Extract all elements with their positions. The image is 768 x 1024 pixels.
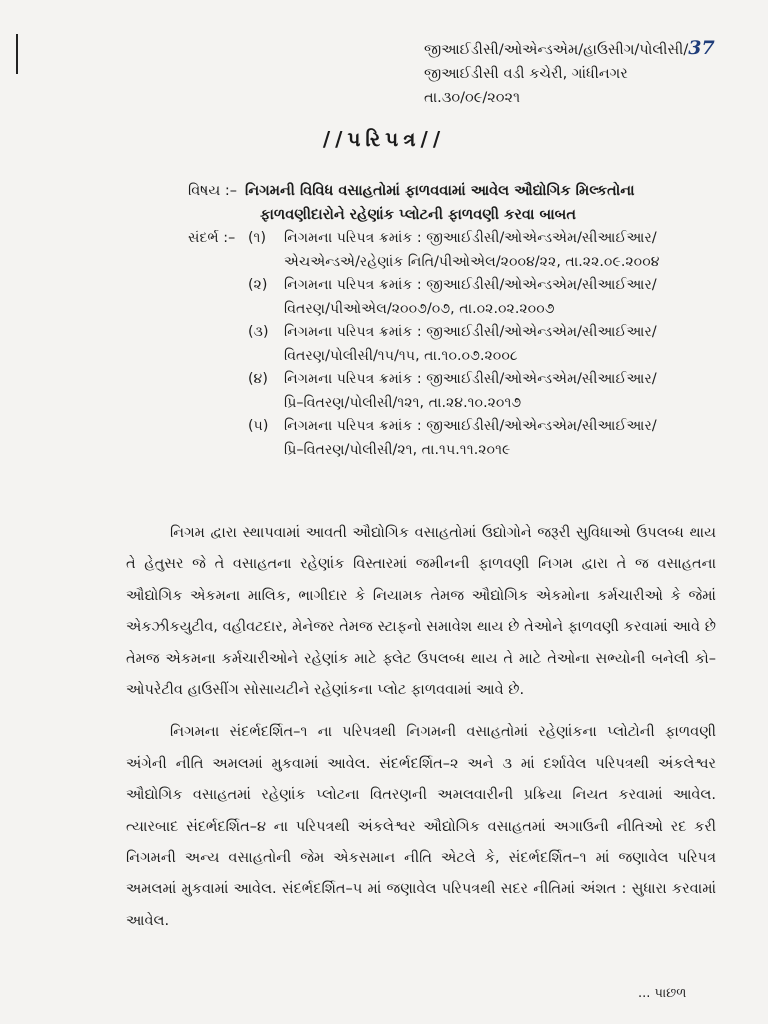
reference-line-2: પ્રિ–વિતરણ/પોલીસી/૧૨૧, તા.૨૪.૧૦.૨૦૧૭ xyxy=(284,394,522,411)
reference-prefix: જીઆઈડીસી/ઓએન્ડએમ/હાઉસીગ/પોલીસી/ xyxy=(424,42,689,58)
reference-item xyxy=(248,274,718,321)
subject-line-2: ફાળવણીદારોને રહેણાંક પ્લોટની ફાળવણી કરવા બાબત xyxy=(260,207,576,223)
reference-item xyxy=(248,368,718,415)
reference-item xyxy=(248,321,718,368)
references-block xyxy=(188,227,718,462)
subject-block xyxy=(188,179,728,227)
reference-line-1: નિગમના પરિપત્ર ક્રમાંક : જીઆઈડીસી/ઓએન્ડએમ/સીઆઈઆર/ xyxy=(284,371,657,387)
subject-line-1: નિગમની વિવિધ વસાહતોમાં ફાળવવામાં આવેલ ઔદ્યોગિક મિલ્કતોના xyxy=(245,183,635,199)
reference-number: (૧) xyxy=(248,230,267,246)
subject-label: વિષય :– xyxy=(188,183,238,199)
office-address: જીઆઈડીસી વડી કચેરી, ગાંધીનગર xyxy=(424,66,628,82)
reference-number: (૨) xyxy=(248,277,268,293)
reference-item xyxy=(248,227,718,274)
document-date: તા.૩૦/૦૯/૨૦૨૧ xyxy=(424,90,521,106)
reference-item xyxy=(248,415,718,462)
reference-number: (૪) xyxy=(248,371,268,387)
reference-line-1: નિગમના પરિપત્ર ક્રમાંક : જીઆઈડીસી/ઓએન્ડએમ/સીઆઈઆર/ xyxy=(284,277,657,293)
margin-pen-mark xyxy=(16,34,18,74)
reference-line-2: પ્રિ–વિતરણ/પોલીસી/૨૧, તા.૧૫.૧૧.૨૦૧૯ xyxy=(284,441,511,458)
circular-title: //પરિપત્ર// xyxy=(322,127,446,151)
reference-line-1: નિગમના પરિપત્ર ક્રમાંક : જીઆઈડીસી/ઓએન્ડએમ/સીઆઈઆર/ xyxy=(284,230,657,246)
continued-overleaf-note: ... પાછળ xyxy=(638,986,687,1001)
body-paragraph: નિગમ દ્વારા સ્થાપવામાં આવતી ઔદ્યોગિક વસાહતોમાં ઉદ્યોગોને જરૂરી સુવિધાઓ ઉપલબ્ધ થાય તે હેતુસર જે તે વસાહતના રહેણાંક વિસ્તારમાં જમીનની ફાળવણી નિગમ દ્વારા તે જ વસાહતના ઔદ્યોગિક એકમના માલિક, ભાગીદાર કે નિયામક તેમજ ઔદ્યોગિક એકમોના કર્મચારીઓ કે જેમાં એકઝીકયુટીવ, વહીવટદાર, મેનેજર તેમજ સ્ટાફનો સમાવેશ થાય છે તેઓને ફાળવણી કરવામાં આવે છે તેમજ એકમના કર્મચારીઓને રહેણાંક માટે ફ્લેટ ઉપલબ્ધ થાય તે માટે તેઓના સભ્યોની બનેલી કો–ઓપરેટીવ હાઉસીંગ સોસાયટીને રહેણાંકના પ્લોટ ફાળવવામાં આવે છે. xyxy=(126,525,716,699)
references-label: સંદર્ભ :– xyxy=(188,230,236,246)
body-text xyxy=(126,518,716,948)
reference-line-1: નિગમના પરિપત્ર ક્રમાંક : જીઆઈડીસી/ઓએન્ડએમ/સીઆઈઆર/ xyxy=(284,418,657,434)
reference-number: (૩) xyxy=(248,324,269,340)
body-paragraph: નિગમના સંદર્ભદર્શિત–૧ ના પરિપત્રથી નિગમની વસાહતોમાં રહેણાંકના પ્લોટોની ફાળવણી અંગેની નીતિ અમલમાં મુકવામાં આવેલ. સંદર્ભદર્શિત–૨ અને ૩ માં દર્શાવેલ પરિપત્રથી અંકલેશ્વર ઔદ્યોગિક વસાહતમાં રહેણાંક પ્લોટના વિતરણની અમલવારીની પ્રક્રિયા નિયત કરવામાં આવેલ. ત્યારબાદ સંદર્ભદર્શિત–૪ ના પરિપત્રથી અંકલેશ્વર ઔદ્યોગિક વસાહતમાં અગાઉની નીતિઓ રદ કરી નિગમની અન્ય વસાહતોની જેમ એકસમાન નીતિ એટલે કે, સંદર્ભદર્શિત–૧ માં જણાવેલ પરિપત્ર અમલમાં મુકવામાં આવેલ. સંદર્ભદર્શિત–૫ માં જણાવેલ પરિપત્રથી સદર નીતિમાં અંશત : સુધારા કરવામાં આવેલ. xyxy=(126,724,716,929)
reference-line xyxy=(424,36,754,62)
reference-line-1: નિગમના પરિપત્ર ક્રમાંક : જીઆઈડીસી/ઓએન્ડએમ/સીઆઈઆર/ xyxy=(284,324,657,340)
reference-number-handwritten: 37 xyxy=(688,37,715,59)
reference-line-2: એચએન્ડએ/રહેણાંક નિતિ/પીઓએલ/૨૦૦૪/૨૨, તા.૨૨.૦૯.૨૦૦૪ xyxy=(284,253,660,270)
reference-number: (૫) xyxy=(248,418,269,434)
reference-line-2: વિતરણ/પોલીસી/૧૫/૧૫, તા.૧૦.૦૭.૨૦૦૮ xyxy=(284,347,518,364)
document-header xyxy=(424,36,754,110)
reference-line-2: વિતરણ/પીઓએલ/૨૦૦૭/૦૭, તા.૦૨.૦૨.૨૦૦૭ xyxy=(284,300,555,317)
